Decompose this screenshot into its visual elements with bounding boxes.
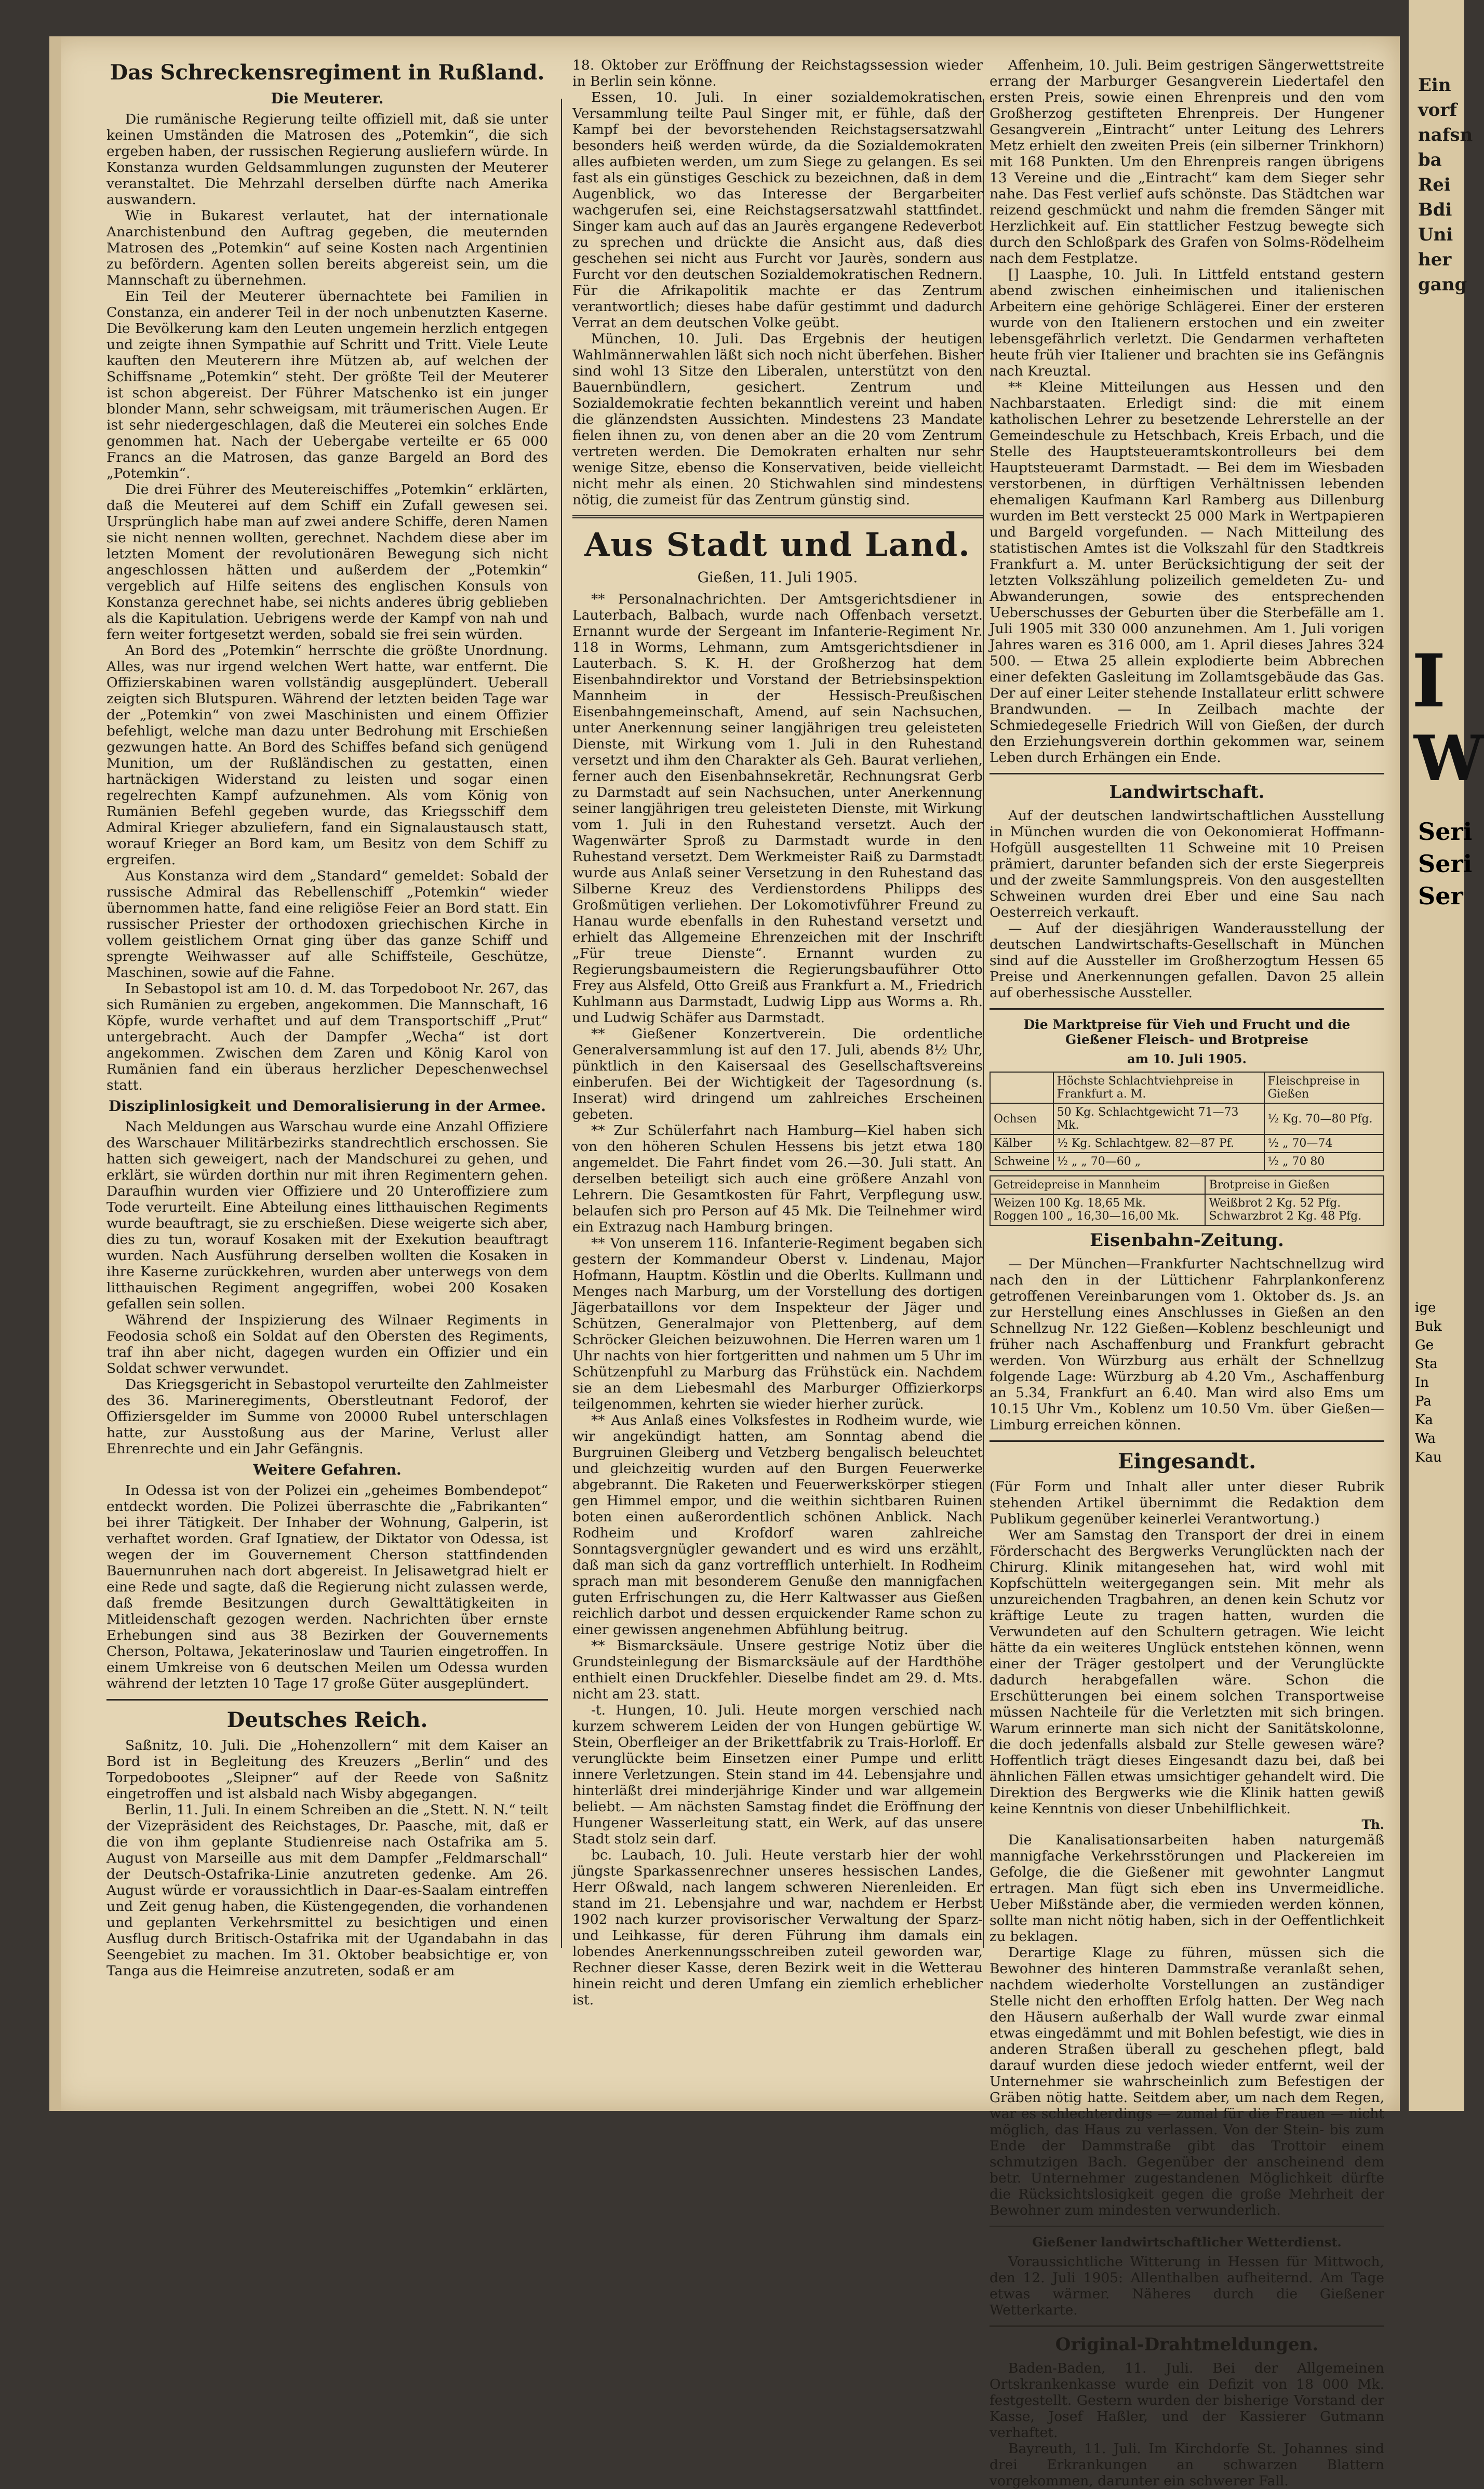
- section-title: Landwirtschaft.: [1109, 782, 1265, 802]
- adjacent-words: [1418, 815, 1472, 912]
- paragraph: Affenheim, 10. Juli. Beim gestrigen Sängerwettstreite errang der Marburger Gesangverein Liedertafel den ersten Preis, sowie einen Ehrenpreis und den vom Großherzog gestifteten Ehrenpreis. Der Hungener Gesangverein „Eintracht“ unter Leitung des Lehrers Metz erhielt den zweiten Preis (ein silberner Trinkhorn) mit 168 Punkten. Um den Ehrenpreis rangen übrigens 13 Vereine und die „Eintracht“ kam dem Sieger sehr nahe. Das Fest verlief aufs schönste. Das Städtchen war reizend geschmückt und nahm die fremden Sänger mit Herzlichkeit auf. Ein stattlicher Festzug bewegte sich durch den Schloßpark des Grafen von Solms-Rödelheim nach dem Festplatze.: [990, 57, 1384, 266]
- table-cell: [1205, 1194, 1384, 1225]
- paragraph: Auf der deutschen landwirtschaftlichen Ausstellung in München wurden die von Oekonomierat Hoffmann-Hofgüll ausgestellten 11 Schweine mit 10 Preisen prämiert, darunter befanden sich der erste Siegerpreis und der zweite Sammlungspreis. Von den ausgestellten Schweinen wurden drei Eber und eine Sau nach Oesterreich verkauft.: [990, 808, 1384, 920]
- divider: [990, 1440, 1384, 1442]
- section-title: Gießener landwirtschaftlicher Wetterdienst.: [1032, 2234, 1342, 2250]
- adjacent-big-letter: W: [1414, 722, 1484, 795]
- adjacent-line: Uni: [1418, 224, 1453, 245]
- paragraph: Bayreuth, 11. Juli. Im Kirchdorfe St. Johannes sind drei Erkrankungen an schwarzen Blattern vorgekommen, darunter ein schwerer Fall.: [990, 2441, 1384, 2489]
- adjacent-line: Wa: [1415, 1431, 1436, 1447]
- adjacent-line: Pa: [1415, 1394, 1432, 1409]
- grain-table: [990, 1175, 1384, 1226]
- divider: [990, 1008, 1384, 1010]
- paragraph: ** Personalnachrichten. Der Amtsgerichtsdiener in Lauterbach, Balbach, wurde nach Offenbach versetzt. Ernannt wurde der Sergeant im Infanterie-Regiment Nr. 118 in Worms, Lehmann, zum Amtsgerichtsdiener in Lauterbach. S. K. H. der Großherzog hat dem Eisenbahndirektor und Vorstand der Betriebsinspektion Mannheim in der Hessisch-Preußischen Eisenbahngemeinschaft, Amend, auf sein Nachsuchen, unter Anerkennung seiner langjährigen treu geleisteten Dienste, mit Wirkung vom 1. Juli in den Ruhestand versetzt und ihm den Charakter als Geh. Baurat verliehen, ferner auch den Eisenbahnsekretär, Rechnungsrat Gerb zu Darmstadt auf sein Nachsuchen, unter Anerkennung seiner langjährigen treu geleisteten Dienste, mit Wirkung vom 1. Juli in den Ruhestand versetzt. Auch der Wagenwärter Sproß zu Darmstadt wurde in den Ruhestand versetzt. Dem Werkmeister Raiß zu Darmstadt wurde aus Anlaß seiner Versetzung in den Ruhestand das Silberne Kreuz des Verdienstordens Philipps des Großmütigen verliehen. Der Lokomotivführer Freund zu Hanau wurde ebenfalls in den Ruhestand versetzt und erhielt das Allgemeine Ehrenzeichen mit der Inschrift „Für treue Dienste“. Ernannt wurden zu Regierungsbaumeistern die Regierungsbauführer Otto Frey aus Alsfeld, Otto Greiß aus Frankfurt a. M., Friedrich Kuhlmann aus Darmstadt, Ludwig Lipp aus Worms a. Rh. und Ludwig Schäfer aus Darmstadt.: [572, 591, 983, 1026]
- column-rule: [983, 99, 984, 1948]
- adjacent-line: In: [1415, 1375, 1429, 1390]
- paragraph: ** Kleine Mitteilungen aus Hessen und den Nachbarstaaten. Erledigt sind: die mit einem katholischen Lehrer zu besetzende Lehrerstelle an der Gemeindeschule zu Hetschbach, Kreis Erbach, und die Stelle des Hauptsteueramtskontrolleurs bei dem Hauptsteueramt Darmstadt. — Bei dem im Wiesbaden verstorbenen, in dürftigen Verhältnissen lebenden ehemaligen Kaufmann Karl Ramberg aus Dillenburg wurden im Bett versteckt 25 000 Mark in Wertpapieren und Bargeld vorgefunden. — Nach Mitteilung des statistischen Amtes ist die Volkszahl für den Stadtkreis Frankfurt a. M. unter Berücksichtigung der seit der letzten Volkszählung polizeilich gemeldeten Zu- und Abwanderungen, sowie des entsprechenden Ueberschusses der Geburten über die Sterbefälle am 1. Juli 1905 mit 330 000 anzunehmen. Am 1. Juli vorigen Jahres waren es 316 000, am 1. April dieses Jahres 324 500. — Etwa 25 allein explodierte beim Abbrechen einer defekten Gasleitung im Zollamtsgebäude das Gas. Der auf einer Leiter stehende Installateur erlitt schwere Brandwunden. — In Zeilbach machte der Schmiedegeselle Friedrich Will von Gießen, der durch den Erziehungsverein dorthin gekommen war, seinem Leben durch Erhängen ein Ende.: [990, 379, 1384, 766]
- market-date: am 10. Juli 1905.: [1127, 1051, 1247, 1066]
- editorial-note: (Für Form und Inhalt aller unter dieser Rubrik stehenden Artikel übernimmt die Redaktion dem Publikum gegenüber keinerlei Verantwortung.): [990, 1479, 1384, 1527]
- column-rule: [561, 99, 562, 1948]
- paragraph: [] Laasphe, 10. Juli. In Littfeld entstand gestern abend zwischen einheimischen und italienischen Arbeitern eine gehörige Schlägerei. Einer der ersteren wurde von den Italienern erstochen und ein zweiter lebensgefährlich verletzt. Die Gendarmen verhafteten heute früh vier Italiener und brachten sie ins Gefängnis nach Kreuztal.: [990, 266, 1384, 379]
- dateline: Gießen, 11. Juli 1905.: [697, 569, 858, 586]
- paragraph: München, 10. Juli. Das Ergebnis der heutigen Wahlmännerwahlen läßt sich noch nicht überfehen. Bisher sind wohl 13 Sitze den Liberalen, unterstützt von den Bauernbündlern, gesichert. Zentrum und Sozialdemokratie fechten bekanntlich vereint und haben die glänzendsten Aussichten. Mindestens 23 Mandate fielen ihnen zu, von denen aber an die 20 vom Zentrum vertreten werden. Die Demokraten erhalten nur sehr wenige Sitze, ebenso die Konservativen, beide vielleicht nicht mehr als einen. 20 Stichwahlen sind mindestens nötig, die zumeist für das Zentrum günstig sind.: [572, 331, 983, 508]
- paragraph: Das Kriegsgericht in Sebastopol verurteilte den Zahlmeister des 36. Marineregiments, Oberstleutnant Fedorof, der Offiziersgelder im Summe von 20000 Rubel unterschlagen hatte, zur Ausstoßung aus der Marine, Verlust aller Ehrenrechte und ein Jahr Gefängnis.: [106, 1376, 548, 1457]
- adjacent-line: Ge: [1415, 1337, 1434, 1353]
- table-cell: Schweine: [990, 1153, 1053, 1171]
- table-cell: Ochsen: [990, 1103, 1053, 1134]
- section-title: Deutsches Reich.: [226, 1708, 428, 1732]
- adjacent-line: Bdi: [1418, 199, 1452, 220]
- price-table: [990, 1072, 1384, 1171]
- section-subtitle: Die Meuterer.: [271, 90, 384, 107]
- paragraph: — Der München—Frankfurter Nachtschnellzug wird nach den in der Lüttichenr Fahrplankonferenz getroffenen Vereinbarungen vom 1. Oktober ds. Js. an zur Herstellung eines Anschlusses in Gießen an den Schnellzug Nr. 122 Gießen—Koblenz beschleunigt und früher nach Aschaffenburg und Frankfurt gebracht werden. Von Würzburg aus erhält der Schnellzug folgende Lage: Würzburg ab 4.20 Vm., Aschaffenburg an 5.34, Frankfurt an 6.40. Man wird also Ems um 10.15 Uhr Vm., Koblenz um 10.50 Vm. über Gießen—Limburg erreichen können.: [990, 1256, 1384, 1433]
- paragraph: ** Aus Anlaß eines Volksfestes in Rodheim wurde, wie wir angekündigt hatten, am Sonntag abend die Burgruinen Gleiberg und Vetzberg bengalisch beleuchtet und gleichzeitig wurden auf den Burgen Feuerwerke abgebrannt. Die Raketen und Feuerwerkskörper stiegen gen Himmel empor, und die weithin sichtbaren Ruinen boten einen außerordentlich schönen Anblick. Nach Rodheim und Krofdorf waren zahlreiche Sonntagsvergnügler gewandert und es wird uns erzählt, daß man sich da ganz vortrefflich unterhielt. In Rodheim sprach man mit besonderem Genuße den mannigfachen guten Erfrischungen zu, die Herr Kaltwasser aus Gießen reichlich darbot und dessen erquickender Rame schon zu einer gewissen angenehmen Abfühlung beitrug.: [572, 1412, 983, 1638]
- adjacent-word: Ser: [1418, 882, 1463, 910]
- table-cell: [990, 1072, 1053, 1103]
- column-1: [106, 57, 548, 1979]
- section-subtitle: Weitere Gefahren.: [253, 1461, 402, 1478]
- table-cell: Kälber: [990, 1134, 1053, 1153]
- paragraph: ** Von unserem 116. Infanterie-Regiment begaben sich gestern der Kommandeur Oberst v. Lindenau, Major Hofmann, Hauptm. Köstlin und die Oberlts. Kullmann und Menges nach Marburg, um der Vorstellung des dortigen Jägerbataillons vor dem Inspekteur der Jäger und Schützen, Generalmajor von Plettenberg, auf dem Schröcker Gleichen beizuwohnen. Die Herren waren um 1 Uhr nachts von hier fortgeritten und nahmen um 5 Uhr im Schützenpfuhl zu Marburg das Frühstück ein. Nachdem sie an dem Liebesmahl des Marburger Offizierkorps teilgenommen, kehrten sie wieder hierher zurück.: [572, 1235, 983, 1412]
- table-header: Getreidepreise in Mannheim: [990, 1176, 1205, 1194]
- adjacent-word: Seri: [1418, 818, 1473, 846]
- adjacent-line: Ka: [1415, 1412, 1433, 1428]
- column-2: [572, 57, 983, 2008]
- adjacent-page: [1409, 0, 1484, 2111]
- paragraph: Baden-Baden, 11. Juli. Bei der Allgemeinen Ortskrankenkasse wurde ein Defizit von 18 000 Mk. festgestellt. Gestern wurden der bisherige Vorstand der Kasse, Josef Haßler, und der Kassierer Gutmann verhaftet.: [990, 2360, 1384, 2441]
- adjacent-page-text: [1409, 0, 1473, 297]
- table-header: Brotpreise in Gießen: [1205, 1176, 1384, 1194]
- paragraph: In Sebastopol ist am 10. d. M. das Torpedoboot Nr. 267, das sich Rumänien zu ergeben, angekommen. Die Mannschaft, 16 Köpfe, wurde verhaftet und auf dem Transportschiff „Prut“ untergebracht. Auch der Dampfer „Wecha“ ist dort angekommen. Zwischen dem Zaren und König Karol von Rumänien fand ein überaus herzlicher Depeschenwechsel statt.: [106, 981, 548, 1093]
- adjacent-line: ige: [1415, 1300, 1436, 1316]
- paragraph: Saßnitz, 10. Juli. Die „Hohenzollern“ mit dem Kaiser an Bord ist in Begleitung des Kreuzers „Berlin“ und des Torpedobootes „Sleipner“ auf der Reede von Saßnitz eingetroffen und ist alsbald nach Wisby abgegangen.: [106, 1737, 548, 1802]
- table-cell: [990, 1194, 1205, 1225]
- divider: [572, 515, 983, 518]
- table-header: Höchste Schlachtviehpreise in Frankfurt a. M.: [1053, 1072, 1264, 1103]
- paragraph: Ein Teil der Meuterer übernachtete bei Familien in Constanza, ein anderer Teil in der noch unbenutzten Kaserne. Die Bevölkerung kam den Leuten ungemein herzlich entgegen und zeigte ihnen Sympathie auf Schritt und Tritt. Viele Leute kauften den Meuterern ihre Mützen ab, auf welchen der Schiffsname „Potemkin“ steht. Der größte Teil der Meuterer ist schon abgereist. Der Führer Matschenko ist ein junger blonder Mann, sehr schweigsam, mit träumerischen Augen. Er ist sehr niedergeschlagen, daß die Meuterei ein solches Ende genommen hat. Nach der Uebergabe verteilte er 65 000 Francs an die Matrosen, das ganze Bargeld an Bord des „Potemkin“.: [106, 288, 548, 481]
- adjacent-line: Sta: [1415, 1356, 1438, 1372]
- table-header: Fleischpreise in Gießen: [1264, 1072, 1384, 1103]
- adjacent-line: gang: [1418, 274, 1467, 295]
- adjacent-word: Seri: [1418, 850, 1473, 878]
- adjacent-line: Rei: [1418, 175, 1451, 195]
- table-cell: 50 Kg. Schlachtgewicht 71—73 Mk.: [1053, 1103, 1264, 1134]
- paragraph: Aus Konstanza wird dem „Standard“ gemeldet: Sobald der russische Admiral das Rebellenschiff „Potemkin“ wieder übernommen hatte, fand eine religiöse Feier an Bord statt. Ein russischer Priester der orthodoxen griechischen Kirche in vollem geistlichem Ornat ging über das ganze Schiff und sprengte Weihwasser auf alle Schiffsteile, Geschütze, Maschinen, sowie auf die Fahne.: [106, 868, 548, 981]
- table-cell: ½ „ 70 80: [1264, 1153, 1384, 1171]
- adjacent-line: her: [1418, 249, 1452, 270]
- paragraph: 18. Oktober zur Eröffnung der Reichstagssession wieder in Berlin sein könne.: [572, 57, 983, 89]
- paragraph: — Auf der diesjährigen Wanderausstellung der deutschen Landwirtschafts-Gesellschaft in München sind auf die Aussteller im Großherzogtum Hessen 65 Preise und Anerkennungen gefallen. Davon 25 allein auf oberhessische Aussteller.: [990, 920, 1384, 1001]
- paragraph: Die drei Führer des Meutereischiffes „Potemkin“ erklärten, daß die Meuterei auf dem Schiff ein Zufall gewesen sei. Ursprünglich habe man auf zwei andere Schiffe, deren Namen sie nicht nennen wollten, gerechnet. Nachdem diese aber im letzten Moment der revolutionären Bewegung sich nicht angeschlossen hätten und außerdem der „Potemkin“ vergeblich auf Hilfe seitens des englischen Konsuls von Konstanza gerechnet habe, sei nichts anderes übrig geblieben als die Kapitulation. Uebrigens werde der Kampf von nah und fern weiter fortgesetzt werden, sobald sie frei sein würden.: [106, 481, 548, 643]
- section-title: Aus Stadt und Land.: [584, 526, 971, 564]
- adjacent-small-text: [1415, 1299, 1442, 1467]
- table-cell: ½ Kg. 70—80 Pfg.: [1264, 1103, 1384, 1134]
- section-title: Eisenbahn-Zeitung.: [1090, 1230, 1284, 1251]
- page-edge: [49, 36, 61, 2111]
- table-cell: ½ Kg. Schlachtgew. 82—87 Pf.: [1053, 1134, 1264, 1153]
- divider: [106, 1699, 548, 1701]
- table-cell: ½ „ „ 70—60 „: [1053, 1153, 1264, 1171]
- paragraph: Die rumänische Regierung teilte offiziell mit, daß sie unter keinen Umständen die Matrosen des „Potemkin“, die sich ergeben haben, der russischen Regierung ausliefern würde. In Konstanza wurden Geldsammlungen zugunsten der Meuterer veranstaltet. Die Mehrzahl derselben dürfte nach Amerika auswandern.: [106, 111, 548, 208]
- section-subtitle: Disziplinlosigkeit und Demoralisierung in der Armee.: [109, 1098, 546, 1115]
- paragraph: Während der Inspizierung des Wilnaer Regiments in Feodosia schoß ein Soldat auf den Obersten des Regiments, traf ihn aber nicht, dagegen wurden ein Offizier und ein Soldat schwer verwundet.: [106, 1312, 548, 1376]
- article-title: Das Schreckensregiment in Rußland.: [110, 60, 545, 85]
- bread-price: Weißbrot 2 Kg. 52 Pfg.: [1209, 1197, 1341, 1210]
- paragraph: Voraussichtliche Witterung in Hessen für Mittwoch, den 12. Juli 1905: Allenthalben aufheiternd. Am Tage etwas wärmer. Näheres durch die Gießener Wetterkarte.: [990, 2254, 1384, 2318]
- paragraph: ** Zur Schülerfahrt nach Hamburg—Kiel haben sich von den höheren Schulen Hessens bis jetzt etwa 180 angemeldet. Die Fahrt findet vom 26.—30. Juli statt. An derselben beteiligt sich auch eine größere Anzahl von Lehrern. Die Gesamtkosten für Fahrt, Verpflegung usw. belaufen sich pro Person auf 45 Mk. Die Teilnehmer wird ein Extrazug nach Hamburg bringen.: [572, 1122, 983, 1235]
- paragraph: An Bord des „Potemkin“ herrschte die größte Unordnung. Alles, was nur irgend welchen Wert hatte, war entfernt. Die Offizierskabinen waren vollständig ausgeplündert. Ueberall zeigten sich Blutspuren. Während der letzten beiden Tage war der „Potemkin“ von zwei Maschinisten und einem Offizier befehligt, welche man dazu unter Bedrohung mit Erschießen gezwungen hatte. An Bord des Schiffes befand sich genügend Munition, um der Rußländischen zu gestatten, einen hartnäckigen Widerstand zu leisten und sogar einen regelrechten Kampf aufzunehmen. Als vom König von Rumänien Befehl gegeben wurde, das Kriegsschiff dem Admiral Krieger abzuliefern, fand ein Signalaustausch statt, worauf Krieger an Bord kam, um Besitz von dem Schiff zu ergreifen.: [106, 643, 548, 868]
- adjacent-big-letter: I: [1412, 639, 1446, 724]
- paragraph: ** Bismarcksäule. Unsere gestrige Notiz über die Grundsteinlegung der Bismarcksäule auf der Hardthöhe enthielt einen Druckfehler. Dieselbe findet am 29. d. Mts. nicht am 23. statt.: [572, 1638, 983, 1702]
- adjacent-line: Ein: [1418, 75, 1451, 96]
- table-cell: ½ „ 70—74: [1264, 1134, 1384, 1153]
- paragraph: Die Kanalisationsarbeiten haben naturgemäß mannigfache Verkehrsstörungen und Plackereien im Gefolge, die die Gießener mit gewohnter Langmut ertragen. Man fügt sich eben ins Unvermeidliche. Ueber Mißstände aber, die vermieden werden können, sollte man nicht nötig haben, sich in der Oeffentlichkeit zu beklagen.: [990, 1832, 1384, 1945]
- adjacent-line: nafsn: [1418, 125, 1473, 145]
- divider: [990, 2226, 1384, 2227]
- column-3: [990, 57, 1384, 2489]
- grain-price: Weizen 100 Kg. 18,65 Mk.: [994, 1197, 1146, 1210]
- adjacent-line: Kau: [1415, 1450, 1442, 1465]
- divider: [990, 2325, 1384, 2327]
- paragraph: Derartige Klage zu führen, müssen sich die Bewohner des hinteren Dammstraße veranlaßt sehen, nachdem wiederholte Vorstellungen an zuständiger Stelle nicht den erhofften Erfolg hatten. Der Weg nach den Häusern außerhalb der Wall wurde zwar einmal etwas eingedämmt und mit Bohlen befestigt, wie dies in anderen Straßen überall zu geschehen pflegt, bald darauf wurden diese jedoch wieder entfernt, weil der Unternehmer sie wahrscheinlich zum Befestigen der Gräben nötig hatte. Seitdem aber, um nach dem Regen, war es schlechterdings — zumal für die Frauen — nicht möglich, das Haus zu verlassen. Von der Stein- bis zum Ende der Dammstraße gibt das Trottoir einem schmutzigen Bach. Gegenüber der anscheinend dem betr. Unternehmer zugestandenen Möglichkeit dürfte die Rücksichtslosigkeit gegen die große Mehrheit der Bewohner zum mindesten verwunderlich.: [990, 1945, 1384, 2218]
- signature: Th.: [1361, 1817, 1384, 1832]
- divider: [990, 773, 1384, 774]
- section-title: Original-Drahtmeldungen.: [1055, 2334, 1319, 2355]
- grain-price: Roggen 100 „ 16,30—16,00 Mk.: [994, 1210, 1180, 1223]
- bread-price: Schwarzbrot 2 Kg. 48 Pfg.: [1209, 1210, 1362, 1223]
- paragraph: Wer am Samstag den Transport der drei in einem Förderschacht des Bergwerks Verunglückten nach der Chirurg. Klinik mitangesehen hat, wird wohl mit Kopfschütteln weitergegangen sein. Mit mehr als unzureichenden Tragbahren, an denen kein Schutz vor kräftige Leute zu tragen hatten, wurden die Verwundeten auf den Schultern getragen. Wie leicht hätte da ein weiteres Unglück entstehen können, wenn einer der Träger gestolpert und der Verunglückte dadurch herabgefallen wäre. Schon die Erschütterungen bei einem solchen Transportweise müssen Nachteile für die Verletzten mit sich bringen. Warum erinnerte man sich nicht der Sanitätskolonne, die doch jedenfalls alsbald zur Stelle gewesen wäre? Hoffentlich trägt dieses Eingesandt dazu bei, daß bei ähnlichen Fällen etwas umsichtiger gehandelt wird. Die Direktion des Bergwerks wie die Klinik hatten gewiß keine Kenntnis von dieser Unbehilflichkeit.: [990, 1527, 1384, 1817]
- paragraph: Wie in Bukarest verlautet, hat der internationale Anarchistenbund den Auftrag gegeben, die meuternden Matrosen des „Potemkin“ auf seine Kosten nach Argentinien zu befördern. Agenten sollen bereits abgereist sein, um die Mannschaft zu übernehmen.: [106, 208, 548, 288]
- paragraph: ** Gießener Konzertverein. Die ordentliche Generalversammlung ist auf den 17. Juli, abends 8½ Uhr, pünktlich in den Kaisersaal des Gesellschaftsvereins einberufen. Bei der Wichtigkeit der Tagesordnung (s. Inserat) wird dringend um zahlreiches Erscheinen gebeten.: [572, 1026, 983, 1122]
- adjacent-line: ba: [1418, 150, 1442, 170]
- paragraph: In Odessa ist von der Polizei ein „geheimes Bombendepot“ entdeckt worden. Die Polizei überraschte die „Fabrikanten“ bei ihrer Tätigkeit. Der Inhaber der Wohnung, Galperin, ist verhaftet worden. Graf Ignatiew, der Diktator von Odessa, ist wegen der im Gouvernement Cherson stattfindenden Bauernunruhen nach dort abgereist. In Jelisawetgrad hielt er eine Rede und sagte, daß die Regierung nicht zulassen werde, daß fremde Besitzungen durch Gewalttätigkeiten in Mitleidenschaft gezogen werden. Nachrichten über ernste Erhebungen sind aus 38 Bezirken der Gouvernements Cherson, Poltawa, Jekaterinoslaw und Taurien eingetroffen. In einem Umkreise von 6 deutschen Meilen um Odessa wurden während der letzten 10 Tage 17 große Güter ausgeplündert.: [106, 1482, 548, 1692]
- paragraph: Nach Meldungen aus Warschau wurde eine Anzahl Offiziere des Warschauer Militärbezirks standrechtlich erschossen. Sie hatten sich geweigert, nach der Mandschurei zu gehen, und erklärt, sie würden dorthin nur mit ihren Regimentern gehen. Daraufhin wurden vier Offiziere und 20 Unteroffiziere zum Tode verurteilt. Eine Abteilung eines litthauischen Regiments wurde beauftragt, sie zu erschießen. Diese weigerte sich aber, dies zu tun, worauf Kosaken mit der Exekution beauftragt wurden. Nach Ausführung derselben wollten die Kosaken in ihre Kaserne zurückkehren, wurden aber unterwegs von dem litthauischen Regiment angegriffen, wobei 200 Kosaken gefallen sein sollen.: [106, 1119, 548, 1312]
- paragraph: Essen, 10. Juli. In einer sozialdemokratischen Versammlung teilte Paul Singer mit, er fühle, daß der Kampf bei der bevorstehenden Reichstagsersatzwahl besonders heiß werden würde, da die Sozialdemokraten alles aufbieten werden, um zum Siege zu gelangen. Es sei fast als ein günstiges Geschick zu bezeichnen, daß in dem Augenblick, wo das Interesse der Bergarbeiter wachgerufen sei, eine Reichstagsersatzwahl stattfindet. Singer kam auch auf das an Jaurès ergangene Redeverbot zu sprechen und drückte die Ansicht aus, daß dies geschehen sei nicht aus Furcht vor Jaurès, sondern aus Furcht vor den deutschen Sozialdemokratischen Rednern. Für die Afrikapolitik machte er das Zentrum verantwortlich; dieses habe dafür gestimmt und dadurch Verrat an dem deutschen Volke geübt.: [572, 89, 983, 331]
- paragraph: Berlin, 11. Juli. In einem Schreiben an die „Stett. N. N.“ teilt der Vizepräsident des Reichstages, Dr. Paasche, mit, daß er die von ihm geplante Studienreise nach Ostafrika am 5. August von Marseille aus mit dem Dampfer „Feldmarschall“ der Deutsch-Ostafrika-Linie anzutreten gedenke. Am 26. August würde er voraussichtlich in Daar-es-Saalam eintreffen und Zeit genug haben, die Küstengegenden, die vorhandenen und geplanten Verkehrsmittel zu besichtigen und einen Ausflug durch Britisch-Ostafrika mit der Ugandabahn in das Seengebiet zu machen. Im 31. Oktober beabsichtige er, von Tanga aus die Heimreise anzutreten, sodaß er am: [106, 1802, 548, 1979]
- adjacent-line: vorf: [1418, 100, 1457, 121]
- market-title: Die Marktpreise für Vieh und Frucht und die Gießener Fleisch- und Brotpreise: [1023, 1017, 1351, 1047]
- adjacent-line: Buk: [1415, 1319, 1442, 1334]
- section-title: Eingesandt.: [1117, 1449, 1256, 1474]
- paragraph: bc. Laubach, 10. Juli. Heute verstarb hier der wohl jüngste Sparkassenrechner unseres hessischen Landes, Herr Oßwald, nach langem schweren Nierenleiden. Er stand im 21. Lebensjahre und war, nachdem er Herbst 1902 nach kurzer provisorischer Verwaltung der Sparz- und Leihkasse, für deren Führung ihm damals ein lobendes Anerkennungsschreiben zuteil geworden war, Rechner dieser Kasse, deren Bezirk weit in die Wetterau hinein reicht und deren Umfang ein ziemlich erheblicher ist.: [572, 1847, 983, 2008]
- paragraph: -t. Hungen, 10. Juli. Heute morgen verschied nach kurzem schwerem Leiden der von Hungen gebürtige W. Stein, Oberfleiger an der Brikettfabrik zu Trais-Horloff. Er verunglückte beim Einsetzen einer Pumpe und erlitt innere Verletzungen. Stein stand im 44. Lebensjahre und hinterläßt drei minderjährige Kinder und war allgemein beliebt. — Am nächsten Samstag findet die Eröffnung der Hungener Wasserleitung statt, ein Werk, auf das unsere Stadt stolz sein darf.: [572, 1702, 983, 1847]
